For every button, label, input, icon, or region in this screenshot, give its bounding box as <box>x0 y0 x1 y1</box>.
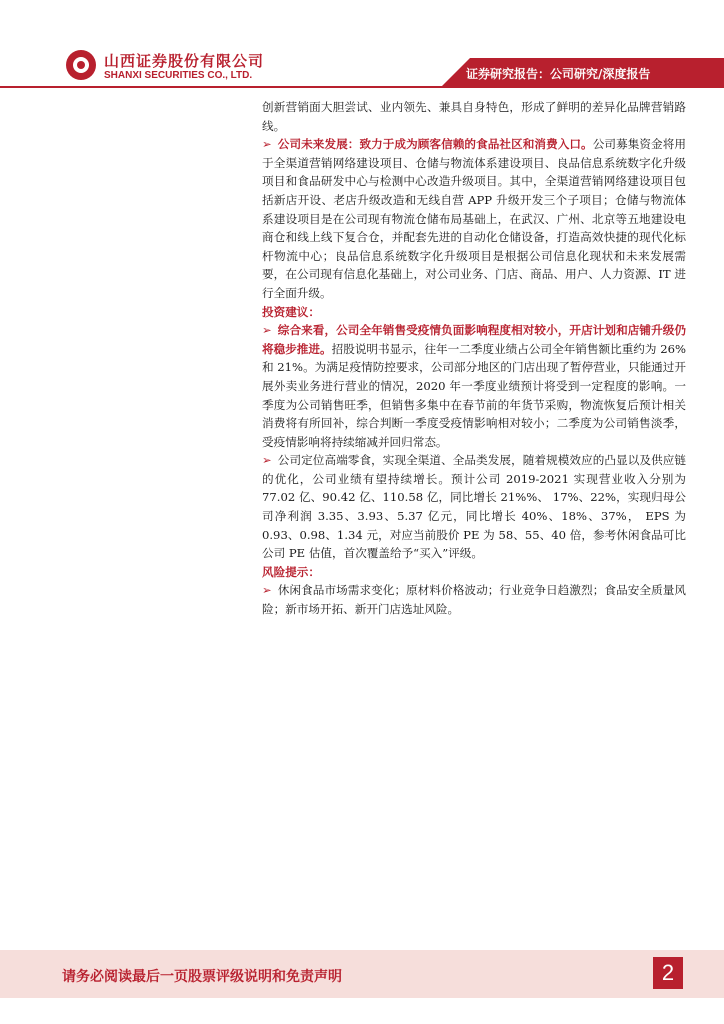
epidemic-impact-body: 招股说明书显示，往年一二季度业绩占公司全年销售额比重约为 26%和 21%。为满足疫情防控要求，公司部分地区的门店出现了暂停营业，只能通过开展外卖业务进行营业的情况，2020 年一季度业绩预计将受到一定程度的影响。一季度为公司销售旺季，但销售多集中在春节前的年货节采购，物流恢复后预计相关消费将有所回补，综合判断一季度受疫情影响相对较小；二季度为公司销售淡季，受疫情影响将持续缩减并回归常态。 <box>262 341 686 449</box>
footer-disclaimer: 请务必阅读最后一页股票评级说明和免责声明 <box>62 969 342 985</box>
risk-title-text: 风险提示： <box>262 564 320 579</box>
invest-advice-title-text: 投资建议： <box>262 304 320 319</box>
report-type-label: 证券研究报告：公司研究/深度报告 <box>466 67 651 81</box>
risk-title <box>262 563 686 582</box>
company-name-en: SHANXI SECURITIES CO., LTD. <box>104 70 253 81</box>
report-body <box>262 98 686 619</box>
paragraph-marketing: 创新营销面大胆尝试、业内领先、兼具自身特色，形成了鲜明的差异化品牌营销路线。 <box>262 100 686 133</box>
arrow-bullet-icon: ➢ <box>262 323 272 338</box>
paragraph-future-development <box>262 135 686 302</box>
company-name-cn: 山西证券股份有限公司 <box>104 52 265 70</box>
risks-body: 休闲食品市场需求变化；原材料价格波动；行业竞争日趋激烈；食品安全质量风险；新市场开拓、新开门店选址风险。 <box>262 583 686 617</box>
paragraph-forecast <box>262 451 686 563</box>
paragraph-risks <box>262 581 686 618</box>
page-number: 2 <box>653 957 683 989</box>
epidemic-impact-lead: 综合来看，公司全年销售受疫情负面影响程度相对较小，开店计划和店铺升级仍将稳步推进。 <box>262 323 686 356</box>
paragraph-epidemic-impact <box>262 321 686 451</box>
invest-advice-title <box>262 303 686 322</box>
arrow-bullet-icon: ➢ <box>262 137 272 152</box>
future-development-body: 公司募集资金将用于全渠道营销网络建设项目、仓储与物流体系建设项目、良品信息系统数字化升级项目和食品研发中心与检测中心改造升级项目。其中，全渠道营销网络建设项目包括新店开设、老店升级改造和无线自营 APP 升级开发三个子项目；仓储与物流体系建设项目是在公司现有物流仓储布局基础上，在武汉、广州、北京等五地建设电商仓和线上线下复合仓，并配套先进的自动化仓储设备，打造高效快捷的现代化标杆物流中心；良品信息系统数字化升级项目是根据公司信息化现状和未来发展需要，在公司现有信息化基础上，对公司业务、门店、商品、用户、人力资源、IT 进行全面升级。 <box>262 137 686 300</box>
future-development-lead: 公司未来发展：致力于成为顾客信赖的食品社区和消费入口。 <box>277 137 593 152</box>
forecast-body: 公司定位高端零食，实现全渠道、全品类发展，随着规模效应的凸显以及供应链的优化，公司业绩有望持续增长。预计公司 2019-2021 实现营业收入分别为 77.02 亿、90.42 亿、110.58 亿，同比增长 21%%、 17%、22%，实现归母公司净利润 3.35、3.93、5.37 亿元，同比增长 40%、18%、37%， EPS 为 0.93、0.98、1.34 元，对应当前股价 PE 为 58、55、40 倍，参考休闲食品可比公司 PE 估值，首次覆盖给予“买入”评级。 <box>262 453 686 561</box>
page-header <box>0 0 724 100</box>
arrow-bullet-icon: ➢ <box>262 583 272 598</box>
arrow-bullet-icon: ➢ <box>262 453 272 468</box>
